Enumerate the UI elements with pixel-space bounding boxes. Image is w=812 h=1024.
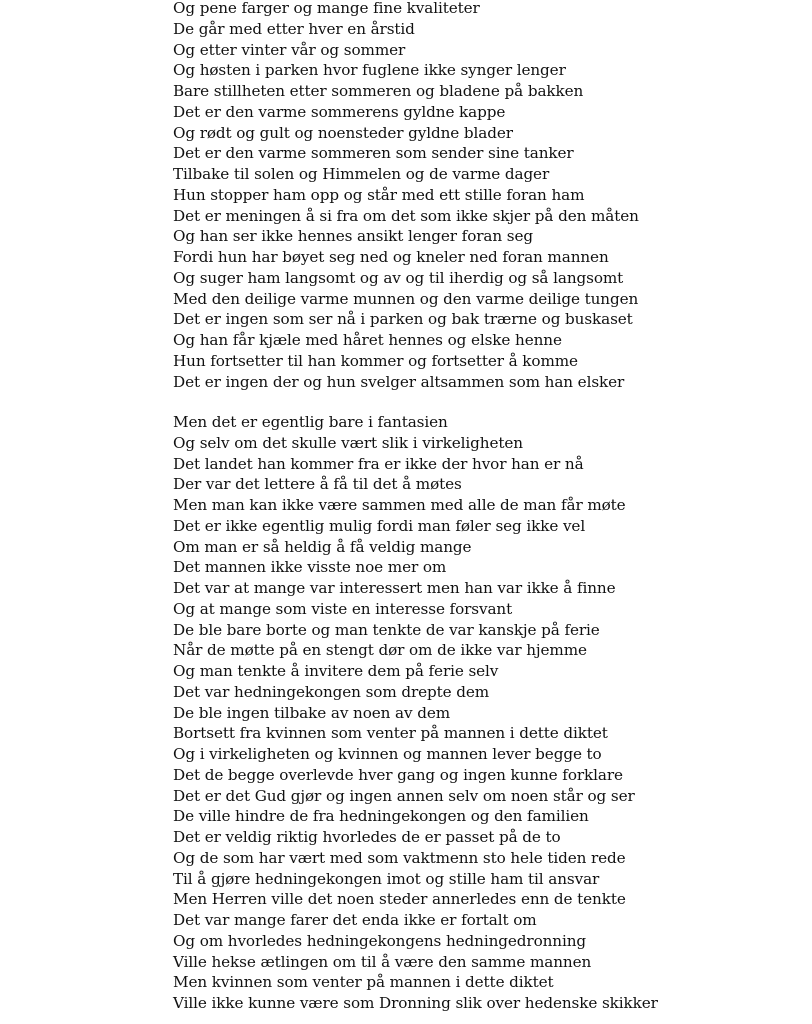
poem-line: Det er veldig riktig hvorledes de er passet på de to [173, 828, 561, 846]
stanza-1 [173, 0, 639, 392]
poem-line: Og at mange som viste en interesse forsvant [173, 599, 513, 618]
poem-line: Og man tenkte å invitere dem på ferie selv [173, 662, 499, 680]
poem-line: Til å gjøre hedningekongen imot og stille ham til ansvar [173, 869, 600, 888]
poem-line: Det er ingen som ser nå i parken og bak trærne og buskaset [173, 310, 633, 329]
poem-line: De ble bare borte og man tenkte de var kanskje på ferie [173, 620, 600, 639]
poem-line: Det er meningen å si fra om det som ikke skjer på den måten [173, 206, 639, 225]
poem-line: Men kvinnen som venter på mannen i dette diktet [173, 973, 554, 992]
poem-line: Men det er egentlig bare i fantasien [173, 413, 448, 431]
poem-line: Og pene farger og mange fine kvaliteter [173, 0, 480, 17]
poem-line: De går med etter hver en årstid [173, 19, 415, 38]
poem-line: Hun fortsetter til han kommer og fortsetter å komme [173, 351, 578, 370]
poem-line: De ville hindre de fra hedningekongen og den familien [173, 807, 589, 826]
poem-line: Ville hekse ætlingen om til å være den samme mannen [173, 952, 592, 971]
poem-line: Og de som har vært med som vaktmenn sto hele tiden rede [173, 848, 626, 867]
poem-line: Og om hvorledes hedningekongens hedningedronning [173, 931, 587, 950]
poem-line: Det er det Gud gjør og ingen annen selv om noen står og ser [173, 786, 635, 805]
poem-line: Når de møtte på en stengt dør om de ikke var hjemme [173, 641, 587, 660]
poem-line: Det var hedningekongen som drepte dem [173, 682, 490, 701]
poem-line: Og suger ham langsomt og av og til iherdig og så langsomt [173, 268, 624, 287]
poem-line: Om man er så heldig å få veldig mange [173, 537, 472, 556]
poem-line: Og selv om det skulle vært slik i virkeligheten [173, 433, 523, 452]
poem-line: Og han ser ikke hennes ansikt lenger foran seg [173, 227, 533, 246]
poem-line: Det var at mange var interessert men han var ikke å finne [173, 579, 616, 597]
poem-line: Med den deilige varme munnen og den varme deilige tungen [173, 289, 639, 308]
poem-line: Men Herren ville det noen steder annerledes enn de tenkte [173, 890, 626, 909]
poem-line: Det er ikke egentlig mulig fordi man føler seg ikke vel [173, 516, 586, 535]
poem-line: Og i virkeligheten og kvinnen og mannen lever begge to [173, 745, 602, 763]
stanza-2 [173, 412, 658, 1014]
poem-line: Det er ingen der og hun svelger altsammen som han elsker [173, 372, 625, 391]
poem-line: Det er den varme sommerens gyldne kappe [173, 102, 506, 121]
poem-line: Bare stillheten etter sommeren og bladene på bakken [173, 82, 584, 100]
poem-line: Det var mange farer det enda ikke er fortalt om [173, 911, 537, 929]
poem-line: De ble ingen tilbake av noen av dem [173, 703, 451, 722]
poem-line: Og etter vinter vår og sommer [173, 40, 406, 59]
poem-line: Hun stopper ham opp og står med ett stille foran ham [173, 185, 585, 204]
poem-line: Der var det lettere å få til det å møtes [173, 475, 462, 494]
poem-line: Og han får kjæle med håret hennes og elske henne [173, 331, 562, 349]
poem-line: Fordi hun har bøyet seg ned og kneler ned foran mannen [173, 248, 609, 266]
poem-line: Tilbake til solen og Himmelen og de varme dager [173, 165, 550, 183]
poem-line: Det de begge overlevde hver gang og ingen kunne forklare [173, 765, 623, 784]
poem-line: Det mannen ikke visste noe mer om [173, 558, 447, 577]
poem-line: Og rødt og gult og noensteder gyldne blader [173, 123, 513, 142]
poem-line: Og høsten i parken hvor fuglene ikke synger lenger [173, 61, 566, 80]
poem-line: Ville ikke kunne være som Dronning slik over hedenske skikker [173, 994, 658, 1012]
poem-line: Men man kan ikke være sammen med alle de man får møte [173, 496, 626, 514]
poem-line: Det er den varme sommeren som sender sine tanker [173, 144, 574, 163]
poem-line: Det landet han kommer fra er ikke der hvor han er nå [173, 454, 584, 473]
poem-line: Bortsett fra kvinnen som venter på mannen i dette diktet [173, 724, 608, 743]
